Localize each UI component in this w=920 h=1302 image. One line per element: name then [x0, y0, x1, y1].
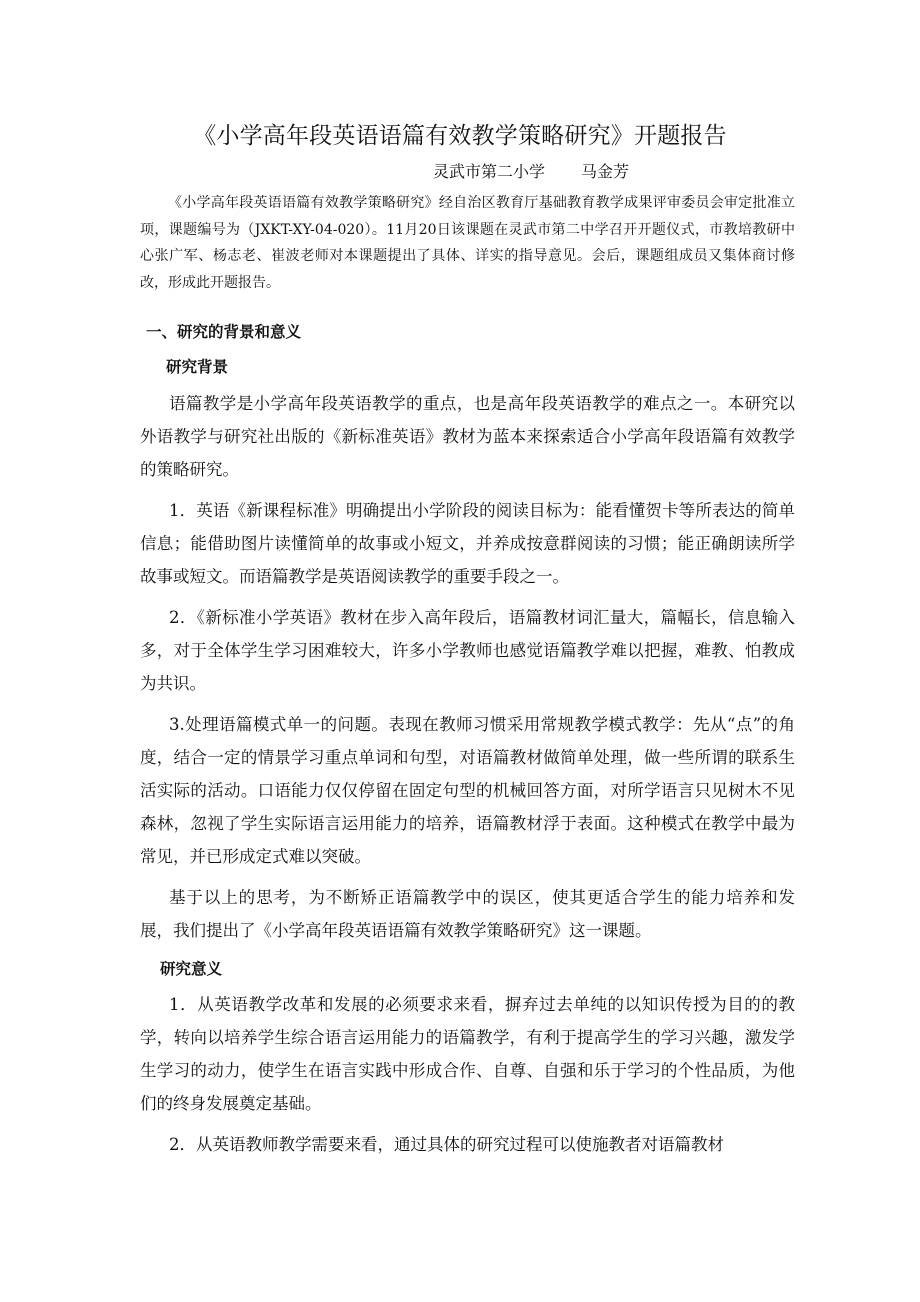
significance-paragraph-1: 1．从英语教学改革和发展的必须要求来看，摒弃过去单纯的以知识传授为目的的教学，转向以培养学生综合语言运用能力的语篇教学，有利于提高学生的学习兴趣，激发学生学习的动力，使学生在语言实践中形成合作、自尊、自强和乐于学习的个性品质，为他们的终身发展奠定基础。: [140, 995, 795, 1113]
subsection-heading-background: 研究背景: [166, 358, 229, 376]
intro-paragraph: 《小学高年段英语语篇有效教学策略研究》经自治区教育厅基础教育教学成果评审委员会审定批准立项，课题编号为（JXKT-XY-04-020）。11月20日该课题在灵武市第二中学召开开题仪式，市教培教研中心张广军、杨志老、崔波老师对本课题提出了具体、详实的指导意见。会后，课题组成员又集体商讨修改，形成此开题报告。: [140, 195, 795, 291]
background-paragraph-3: 2．《新标准小学英语》教材在步入高年段后，语篇教材词汇量大，篇幅长，信息输入多，对于全体学生学习困难较大，许多小学教师也感觉语篇教学难以把握，难教、怕教成为共识。: [140, 608, 795, 693]
subsection-heading-significance: 研究意义: [160, 960, 223, 978]
background-paragraph-2: 1．英语《新课程标准》明确提出小学阶段的阅读目标为：能看懂贺卡等所表达的简单信息；能借助图片读懂简单的故事或小短文，并养成按意群阅读的习惯；能正确朗读所学故事或短文。而语篇教学是英语阅读教学的重要手段之一。: [140, 501, 795, 586]
section-heading: 一、研究的背景和意义: [146, 323, 302, 341]
background-paragraph-4: 3.处理语篇模式单一的问题。表现在教师习惯采用常规教学模式教学：先从“点”的角度，结合一定的情景学习重点单词和句型，对语篇教材做简单处理，做一些所谓的联系生活实际的活动。口语能力仅仅停留在固定句型的机械回答方面，对所学语言只见树木不见森林，忽视了学生实际语言运用能力的培养，语篇教材浮于表面。这种模式在教学中最为常见，并已形成定式难以突破。: [140, 715, 795, 866]
author-school: 灵武市第二小学: [433, 162, 546, 181]
background-paragraph-5: 基于以上的思考，为不断矫正语篇教学中的误区，使其更适合学生的能力培养和发展，我们提出了《小学高年段英语语篇有效教学策略研究》这一课题。: [140, 888, 795, 940]
author-name: 马金芳: [581, 162, 630, 181]
background-paragraph-1: 语篇教学是小学高年段英语教学的重点，也是高年段英语教学的难点之一。本研究以外语教学与研究社出版的《新标准英语》教材为蓝本来探索适合小学高年段语篇有效教学的策略研究。: [140, 394, 795, 479]
document-title: 《小学高年段英语语篇有效教学策略研究》开题报告: [193, 123, 727, 149]
significance-paragraph-2: 2．从英语教师教学需要来看，通过具体的研究过程可以使施教者对语篇教材: [169, 1135, 724, 1154]
author-line: [433, 161, 629, 183]
